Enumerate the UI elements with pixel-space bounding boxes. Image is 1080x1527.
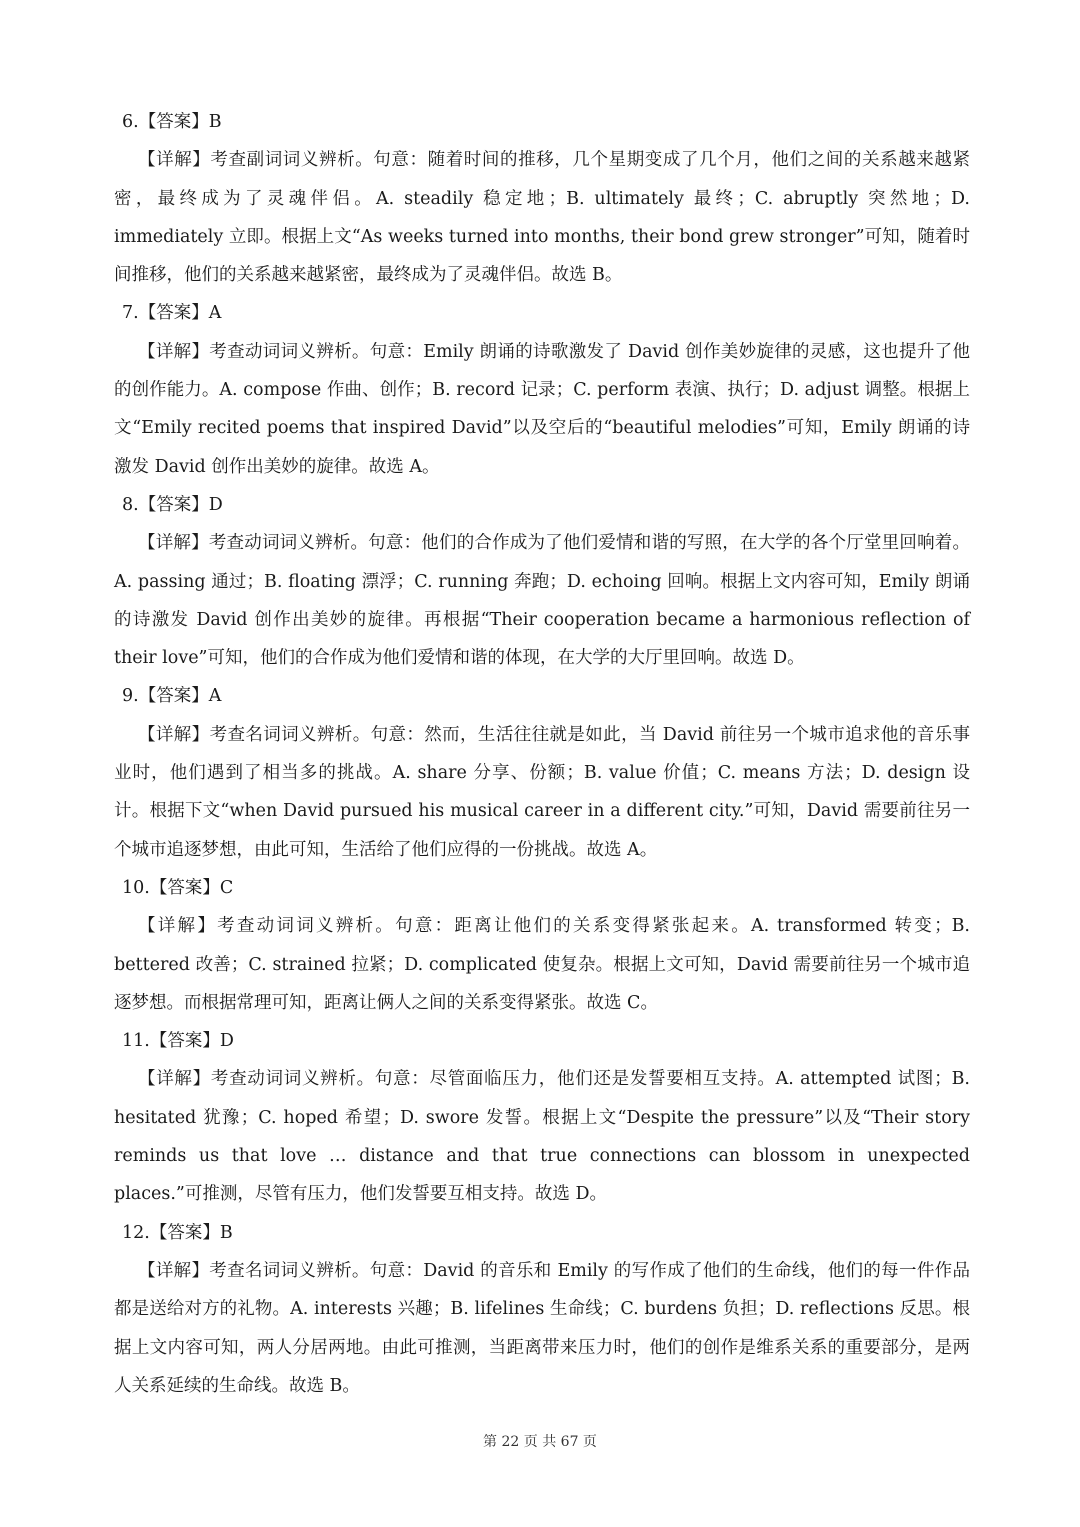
question-number: 7. <box>122 303 139 324</box>
answer-tag: 【答案】 <box>138 112 209 132</box>
answer-letter: D <box>219 1031 234 1052</box>
answer-explanations <box>114 103 970 1405</box>
answer-tag: 【答案】 <box>138 303 209 324</box>
answer-tag: 【答案】 <box>149 1031 220 1052</box>
answer-letter: B <box>208 112 222 132</box>
question-number: 8. <box>122 494 139 515</box>
explanation-text: 【详解】考查动词词义辨析。句意：Emily 朗诵的诗歌激发了 David 创作美妙旋律的灵感，这也提升了他的创作能力。A. compose 作曲、创作；B. record 记录；C. perform 表演、执行；D. adjust 调整。根据上文“Emily recited poems that inspired David”以及空后的“beautiful melodies”可知，Emily 朗诵的诗激发 David 创作出美妙的旋律。故选 A。 <box>114 341 970 477</box>
answer-tag: 【答案】 <box>138 494 209 515</box>
question-block-12 <box>114 1214 970 1405</box>
explanation-text: 【详解】考查动词词义辨析。句意：距离让他们的关系变得紧张起来。A. transformed 转变；B. bettered 改善；C. strained 拉紧；D. complicated 使复杂。根据上文可知，David 需要前往另一个城市追逐梦想。而根据常理可知，距离让俩人之间的关系变得紧张。故选 C。 <box>114 916 970 1013</box>
answer-letter: C <box>219 877 234 898</box>
question-block-10 <box>114 869 970 1022</box>
question-block-7 <box>114 294 970 485</box>
answer-tag: 【答案】 <box>138 686 209 707</box>
explanation-text: 【详解】考查名词词义辨析。句意：然而，生活往往就是如此，当 David 前往另一个城市追求他的音乐事业时，他们遇到了相当多的挑战。A. share 分享、份额；B. value 价值；C. means 方法；D. design 设计。根据下文“when David pursued his musical career in a different city.”可知，David 需要前往另一个城市追逐梦想，由此可知，生活给了他们应得的一份挑战。故选 A。 <box>114 724 970 860</box>
answer-letter: D <box>208 494 223 515</box>
answer-line <box>114 294 970 332</box>
answer-line <box>114 1214 970 1252</box>
answer-tag: 【答案】 <box>149 1222 220 1243</box>
question-block-8 <box>114 486 970 677</box>
answer-line <box>114 1022 970 1060</box>
answer-tag: 【答案】 <box>149 877 220 898</box>
answer-letter: A <box>208 686 222 707</box>
question-block-9 <box>114 677 970 868</box>
question-number: 6. <box>122 112 139 132</box>
question-number: 9. <box>122 686 139 707</box>
question-block-6 <box>114 103 970 294</box>
page-footer: 第 22 页 共 67 页 <box>483 1434 597 1450</box>
answer-line <box>114 486 970 524</box>
answer-line <box>114 869 970 907</box>
answer-letter: A <box>208 303 222 324</box>
explanation-text: 【详解】考查副词词义辨析。句意：随着时间的推移，几个星期变成了几个月，他们之间的关系越来越紧密，最终成为了灵魂伴侣。A. steadily 稳定地；B. ultimately 最终；C. abruptly 突然地；D. immediately 立即。根据上文“As weeks turned into months, their bond grew stronger”可知，随着时间推移，他们的关系越来越紧密，最终成为了灵魂伴侣。故选 B。 <box>114 150 970 286</box>
explanation-text: 【详解】考查名词词义辨析。句意：David 的音乐和 Emily 的写作成了他们的生命线，他们的每一件作品都是送给对方的礼物。A. interests 兴趣；B. lifelines 生命线；C. burdens 负担；D. reflections 反思。根据上文内容可知，两人分居两地。由此可推测，当距离带来压力时，他们的创作是维系关系的重要部分，是两人关系延续的生命线。故选 B。 <box>114 1260 970 1396</box>
explanation-text: 【详解】考查动词词义辨析。句意：尽管面临压力，他们还是发誓要相互支持。A. attempted 试图；B. hesitated 犹豫；C. hoped 希望；D. swore 发誓。根据上文“Despite the pressure”以及“Their story reminds us that love … distance and that true connections can blossom in unexpected places.”可推测，尽管有压力，他们发誓要互相支持。故选 D。 <box>114 1069 970 1205</box>
answer-line <box>114 103 970 141</box>
answer-line <box>114 677 970 715</box>
question-number: 12. <box>122 1222 150 1243</box>
explanation-text: 【详解】考查动词词义辨析。句意：他们的合作成为了他们爱情和谐的写照，在大学的各个厅堂里回响着。A. passing 通过；B. floating 漂浮；C. running 奔跑；D. echoing 回响。根据上文内容可知，Emily 朗诵的诗激发 David 创作出美妙的旋律。再根据“Their cooperation became a harmonious reflection of their love”可知，他们的合作成为他们爱情和谐的体现，在大学的大厅里回响。故选 D。 <box>114 533 970 669</box>
question-number: 10. <box>122 877 150 898</box>
question-number: 11. <box>122 1031 150 1052</box>
answer-letter: B <box>219 1222 233 1243</box>
question-block-11 <box>114 1022 970 1213</box>
